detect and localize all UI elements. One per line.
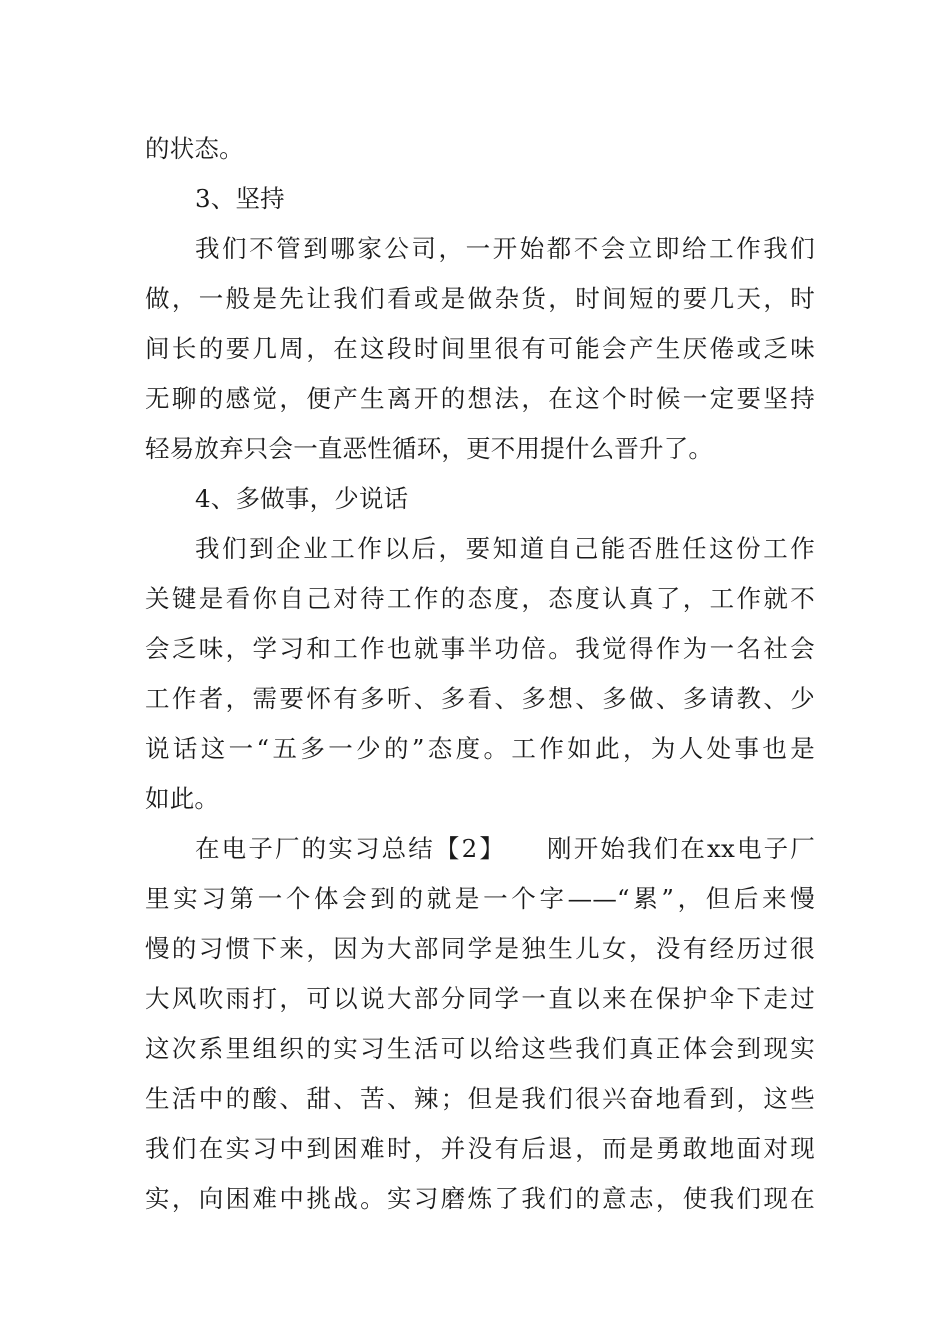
text-line: 里实习第一个体会到的就是一个字——“累”，但后来慢 [145, 884, 815, 913]
text-line: 这次系里组织的实习生活可以给这些我们真正体会到现实 [145, 1034, 815, 1063]
text-line: 大风吹雨打，可以说大部分同学一直以来在保护伞下走过 [145, 984, 815, 1013]
text-line: 关键是看你自己对待工作的态度，态度认真了，工作就不 [145, 584, 815, 613]
text-line: 轻易放弃只会一直恶性循环，更不用提什么晋升了。 [145, 434, 714, 463]
text-line: 工作者，需要怀有多听、多看、多想、多做、多请教、少 [145, 684, 815, 713]
text-line: 如此。 [145, 784, 220, 813]
text-line: 我们在实习中到困难时，并没有后退，而是勇敢地面对现 [145, 1134, 815, 1163]
section-heading: 4、多做事，少说话 [195, 484, 409, 513]
text-line: 慢的习惯下来，因为大部同学是独生儿女，没有经历过很 [145, 934, 815, 963]
text-line: 在电子厂的实习总结【2】 刚开始我们在xx电子厂 [195, 834, 815, 863]
text-line: 无聊的感觉，便产生离开的想法，在这个时候一定要坚持 [145, 384, 815, 413]
section-heading: 3、坚持 [195, 184, 285, 213]
text-line: 我们不管到哪家公司，一开始都不会立即给工作我们 [195, 234, 815, 263]
text-line: 间长的要几周，在这段时间里很有可能会产生厌倦或乏味 [145, 334, 815, 363]
text-line: 会乏味，学习和工作也就事半功倍。我觉得作为一名社会 [145, 634, 815, 663]
text-line: 的状态。 [145, 134, 244, 163]
text-line: 做，一般是先让我们看或是做杂货，时间短的要几天，时 [145, 284, 815, 313]
text-line: 说话这一“五多一少的”态度。工作如此，为人处事也是 [145, 734, 815, 763]
text-line: 实，向困难中挑战。实习磨炼了我们的意志，使我们现在 [145, 1184, 815, 1213]
text-line: 我们到企业工作以后，要知道自己能否胜任这份工作 [195, 534, 815, 563]
text-line: 生活中的酸、甜、苦、辣；但是我们很兴奋地看到，这些 [145, 1084, 815, 1113]
